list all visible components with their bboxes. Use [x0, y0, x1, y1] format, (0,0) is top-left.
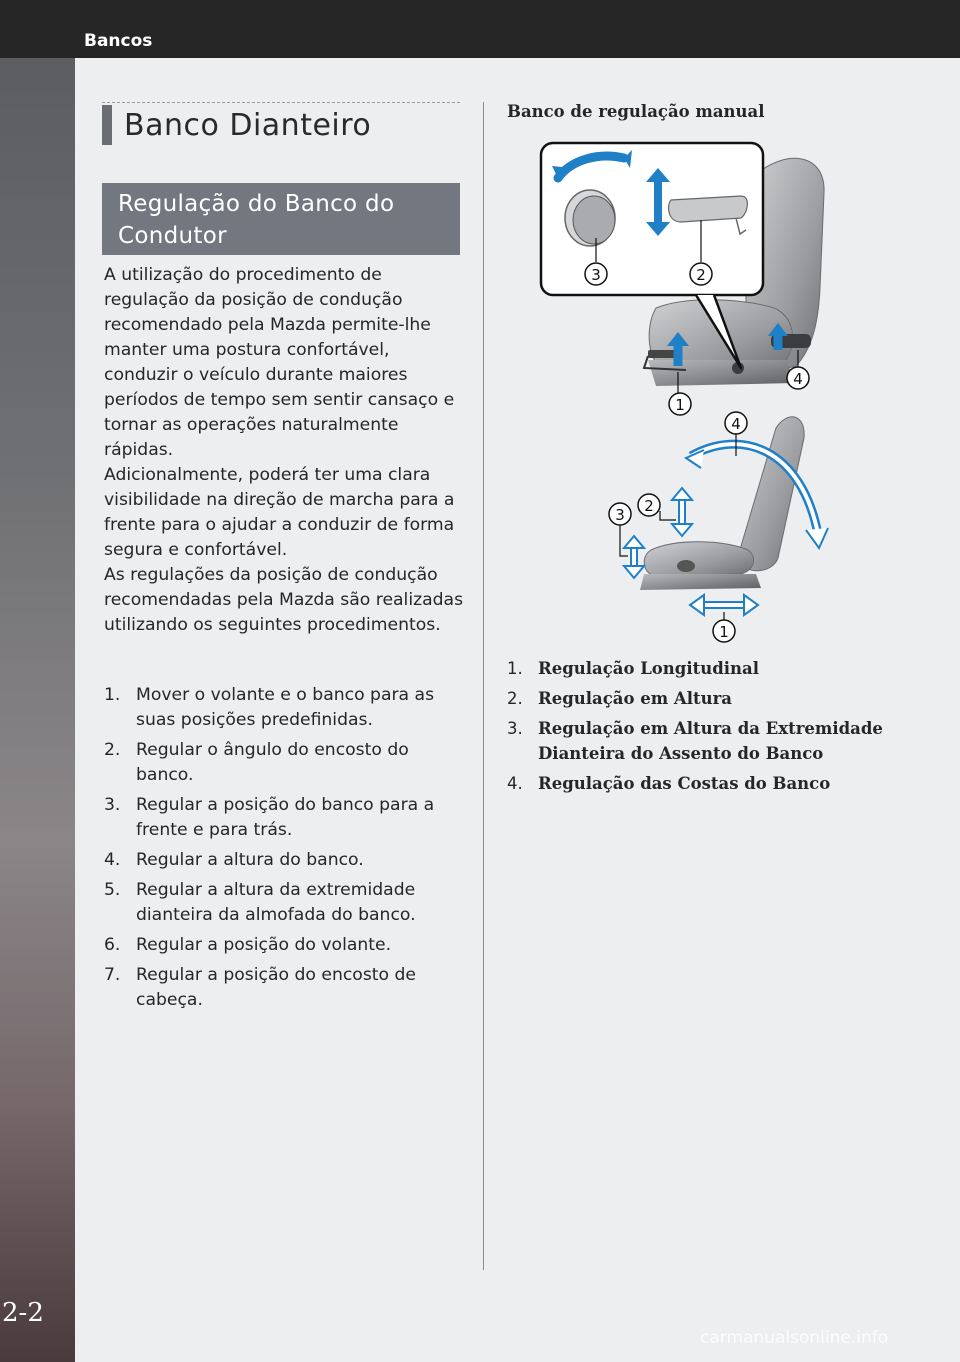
adjustment-legend-list: [507, 656, 887, 801]
list-item: [104, 738, 464, 788]
callout-1-label: 1: [675, 396, 685, 414]
seat-adjustment-illustration: [536, 138, 836, 650]
section-title: Bancos: [84, 31, 153, 51]
callout-2-label: 2: [696, 266, 706, 284]
list-item-text: Regular o ângulo do encosto do banco.: [136, 740, 409, 785]
list-item-text: Regulação Longitudinal: [538, 659, 759, 678]
procedure-list: [104, 683, 464, 1018]
list-item: [104, 683, 464, 733]
list-item-text: Regular a posição do banco para a frente e para trás.: [136, 795, 435, 840]
paragraph: A utilização do procedimento de regulação da posição de condução recomendado pela Mazda permite-lhe manter uma postura confortável, conduzir o veículo durante maiores períodos de tempo sem sentir cansaço e tornar as operações naturalmente rápidas.: [104, 265, 455, 460]
list-item-number: 2.: [104, 740, 121, 760]
callout-1-side-label: 1: [719, 623, 729, 641]
list-item-number: 7.: [104, 965, 121, 985]
callout-4-label: 4: [793, 370, 803, 388]
list-item-text: Regulação em Altura da Extremidade Dianteira do Assento do Banco: [538, 719, 883, 763]
list-item-number: 2.: [507, 689, 523, 708]
list-item-text: Regular a altura do banco.: [136, 850, 364, 870]
watermark: carmanualsonline.info: [700, 1328, 889, 1348]
list-item-number: 4.: [507, 774, 523, 793]
column-divider: [483, 102, 484, 1270]
list-item: [507, 686, 887, 711]
heading-bar-decoration: [102, 105, 112, 145]
list-item-number: 3.: [104, 795, 121, 815]
list-item: [104, 963, 464, 1013]
subheading: Regulação do Banco do Condutor: [118, 191, 395, 249]
list-item-text: Regular a altura da extremidade dianteira da almofada do banco.: [136, 880, 416, 925]
header-bar: [0, 0, 960, 58]
list-item: [104, 793, 464, 843]
list-item-number: 4.: [104, 850, 121, 870]
list-item: [104, 933, 464, 958]
subheading-box: [102, 183, 460, 255]
side-strip: [0, 58, 75, 1362]
list-item: [507, 716, 887, 766]
list-item: [104, 848, 464, 873]
list-item: [507, 771, 887, 796]
list-item-number: 3.: [507, 719, 523, 738]
paragraph: As regulações da posição de condução recomendadas pela Mazda são realizadas utilizando os seguintes procedimentos.: [104, 565, 464, 635]
list-item-text: Regular a posição do encosto de cabeça.: [136, 965, 416, 1010]
list-item-text: Regular a posição do volante.: [136, 935, 392, 955]
seat-side-illustration: [609, 412, 828, 642]
intro-text: [104, 263, 464, 638]
callout-3-label: 3: [591, 266, 601, 284]
callout-3-side-label: 3: [615, 506, 625, 524]
page-heading: Banco Dianteiro: [124, 108, 372, 143]
list-item: [104, 878, 464, 928]
callout-4-side-label: 4: [731, 415, 741, 433]
list-item-text: Regulação em Altura: [538, 689, 732, 708]
list-item-number: 5.: [104, 880, 121, 900]
list-item-number: 1.: [507, 659, 523, 678]
figure-heading: Banco de regulação manual: [507, 102, 765, 121]
paragraph: Adicionalmente, poderá ter uma clara visibilidade na direção de marcha para a frente para o ajudar a conduzir de forma segura e confortável.: [104, 465, 455, 560]
page-number: 2-2: [2, 1298, 44, 1328]
heading-block: [102, 102, 460, 147]
list-item-number: 6.: [104, 935, 121, 955]
list-item-number: 1.: [104, 685, 121, 705]
list-item-text: Mover o volante e o banco para as suas posições predefinidas.: [136, 685, 435, 730]
callout-2-side-label: 2: [644, 497, 654, 515]
list-item-text: Regulação das Costas do Banco: [538, 774, 831, 793]
list-item: [507, 656, 887, 681]
